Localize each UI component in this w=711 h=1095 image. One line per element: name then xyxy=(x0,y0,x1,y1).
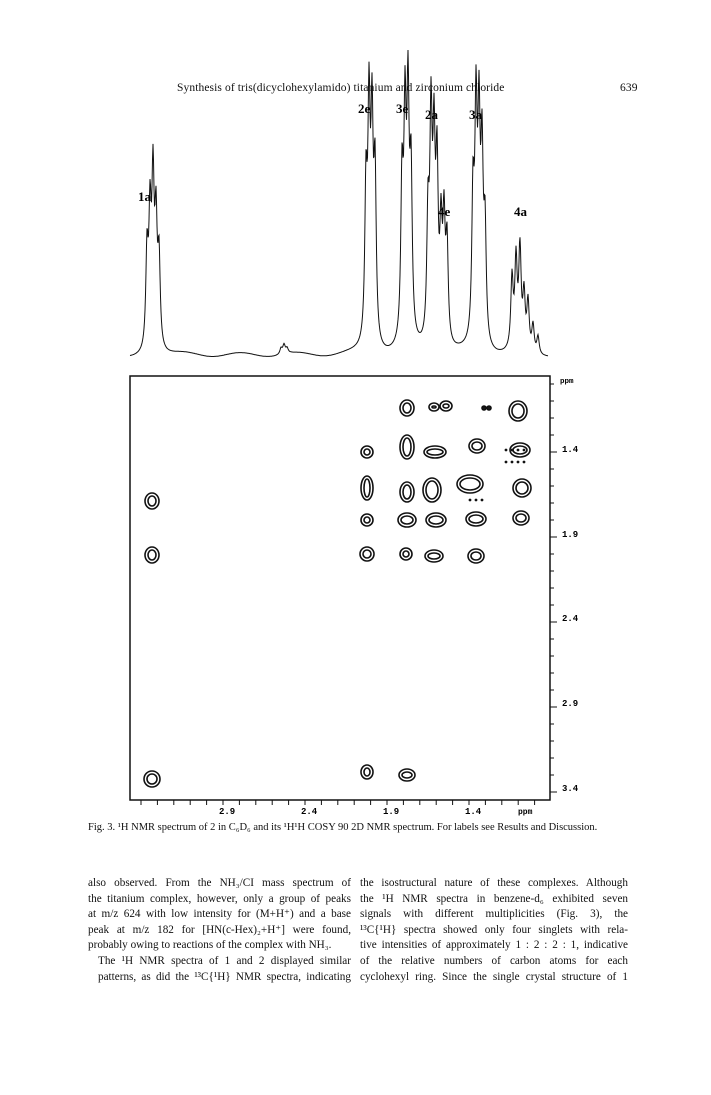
spectrum-trace xyxy=(130,50,548,357)
body-right-column xyxy=(360,876,628,985)
cross-peak xyxy=(472,442,482,450)
peak-label-2e: 2e xyxy=(358,101,371,116)
text-line: of the relative numbers of carbon atoms for each xyxy=(360,954,628,967)
left-paragraph-1 xyxy=(88,876,351,954)
right-paragraph-1 xyxy=(360,876,628,985)
right-tick-label-2-4: 2.4 xyxy=(562,614,579,624)
cross-peak xyxy=(469,515,483,523)
peak-label-4e: 4e xyxy=(438,204,451,219)
right-tick-label-2-9: 2.9 xyxy=(562,699,579,709)
cross-peak xyxy=(429,516,443,524)
cross-peak xyxy=(403,438,411,456)
cross-peak xyxy=(516,482,528,494)
text-line: at m/z 624 with low intensity for (M+H⁺) and a base xyxy=(88,908,351,921)
cross-peak xyxy=(148,550,156,560)
peak-label-1a: 1a xyxy=(138,189,151,204)
cross-peak xyxy=(361,514,373,526)
contour-dot xyxy=(481,499,484,502)
cross-peak xyxy=(512,404,524,418)
left-paragraph-2 xyxy=(88,954,351,985)
cross-peak xyxy=(403,403,411,413)
cross-peak xyxy=(361,446,373,458)
cross-peak xyxy=(360,547,374,561)
cross-peak xyxy=(432,406,436,408)
contour-dot xyxy=(511,449,514,452)
peak-label-2a: 2a xyxy=(425,107,438,122)
cross-peak xyxy=(361,765,373,779)
contour-dot xyxy=(523,461,526,464)
contour-dot xyxy=(505,461,508,464)
ppm-label-right: ppm xyxy=(560,378,574,386)
cross-peak xyxy=(483,407,485,409)
contour-dot xyxy=(523,449,526,452)
cross-peak xyxy=(148,496,156,506)
cross-peak xyxy=(400,548,412,560)
cross-peak xyxy=(440,401,452,411)
text-line: peak at m/z 182 for [HN(c-Hex)₂+H⁺] were found, xyxy=(88,923,351,936)
contour-dot xyxy=(505,449,508,452)
right-tick-label-1-4: 1.4 xyxy=(562,445,579,455)
cross-peak-contours xyxy=(144,400,531,787)
text-line: the titanium complex, however, only a group of peaks xyxy=(88,892,351,905)
cross-peak xyxy=(402,772,412,778)
peak-label-4a: 4a xyxy=(514,204,527,219)
page-number: 639 xyxy=(620,82,638,94)
text-line: probably owing to reactions of the complex with NH₃. xyxy=(88,939,332,952)
contour-dot xyxy=(475,499,478,502)
contour-dot xyxy=(517,449,520,452)
text-line: cyclohexyl ring. Since the single crystal structure of 1 xyxy=(360,970,628,983)
cross-peak xyxy=(364,479,370,497)
text-line: signals with different multiplicities (Fig. 3), the xyxy=(360,908,628,921)
cosy-2d-plot xyxy=(130,376,579,817)
bottom-axis-unit: ppm xyxy=(518,808,533,817)
right-tick-label-1-9: 1.9 xyxy=(562,530,579,540)
text-line: The ¹H NMR spectra of 1 and 2 displayed similar xyxy=(98,954,351,967)
figure-caption: Fig. 3. ¹H NMR spectrum of 2 in C₆D₆ and its ¹H¹H COSY 90 2D NMR spectrum. For labels see Results and Discussion. xyxy=(88,822,598,833)
cross-peak xyxy=(460,478,480,490)
peak-label-3e: 3e xyxy=(396,101,409,116)
cross-peak xyxy=(403,551,409,557)
cross-peak xyxy=(428,553,440,559)
running-title: Synthesis of tris(dicyclohexylamido) titanium and zirconium chloride xyxy=(177,82,505,94)
cross-peak xyxy=(488,407,490,409)
cross-peak xyxy=(426,481,438,499)
cross-peak xyxy=(443,404,449,408)
contour-dot xyxy=(517,461,520,464)
cross-peak xyxy=(516,514,526,522)
contour-dot xyxy=(511,461,514,464)
cosy-frame xyxy=(130,376,550,800)
cross-peak xyxy=(363,550,371,558)
right-tick-label-3-4: 3.4 xyxy=(562,784,579,794)
bottom-tick-label-1-4: 1.4 xyxy=(465,807,482,817)
bottom-tick-label-1-9: 1.9 xyxy=(383,807,400,817)
text-line: also observed. From the NH₃/CI mass spectrum of xyxy=(88,877,351,889)
cross-peak xyxy=(364,768,370,776)
cross-peak xyxy=(471,552,481,560)
right-axis-ticks xyxy=(550,384,557,792)
text-line: the ¹H NMR spectra in benzene-d₆ exhibited seven xyxy=(360,892,628,905)
peak-label-3a: 3a xyxy=(469,107,482,122)
text-line: tive intensities of approximately 1 : 2 : 2 : 1, indicative xyxy=(360,939,628,952)
cross-peak xyxy=(364,449,370,455)
cross-peak xyxy=(364,517,370,523)
cross-peak xyxy=(427,449,443,455)
contour-dot xyxy=(469,499,472,502)
cross-peak xyxy=(147,774,157,784)
text-line: the isostructural nature of these complexes. Although xyxy=(360,877,628,889)
text-line: ¹³C{¹H} spectra showed only four singlets with rela- xyxy=(360,923,628,936)
1d-nmr-spectrum xyxy=(130,50,548,357)
cross-peak xyxy=(403,485,411,499)
text-line: patterns, as did the ¹³C{¹H} NMR spectra, indicating xyxy=(98,970,351,983)
bottom-tick-label-2-4: 2.4 xyxy=(301,807,318,817)
cross-peak xyxy=(429,403,439,411)
bottom-tick-label-2-9: 2.9 xyxy=(219,807,236,817)
body-left-column xyxy=(88,876,351,985)
cross-peak xyxy=(401,516,413,524)
